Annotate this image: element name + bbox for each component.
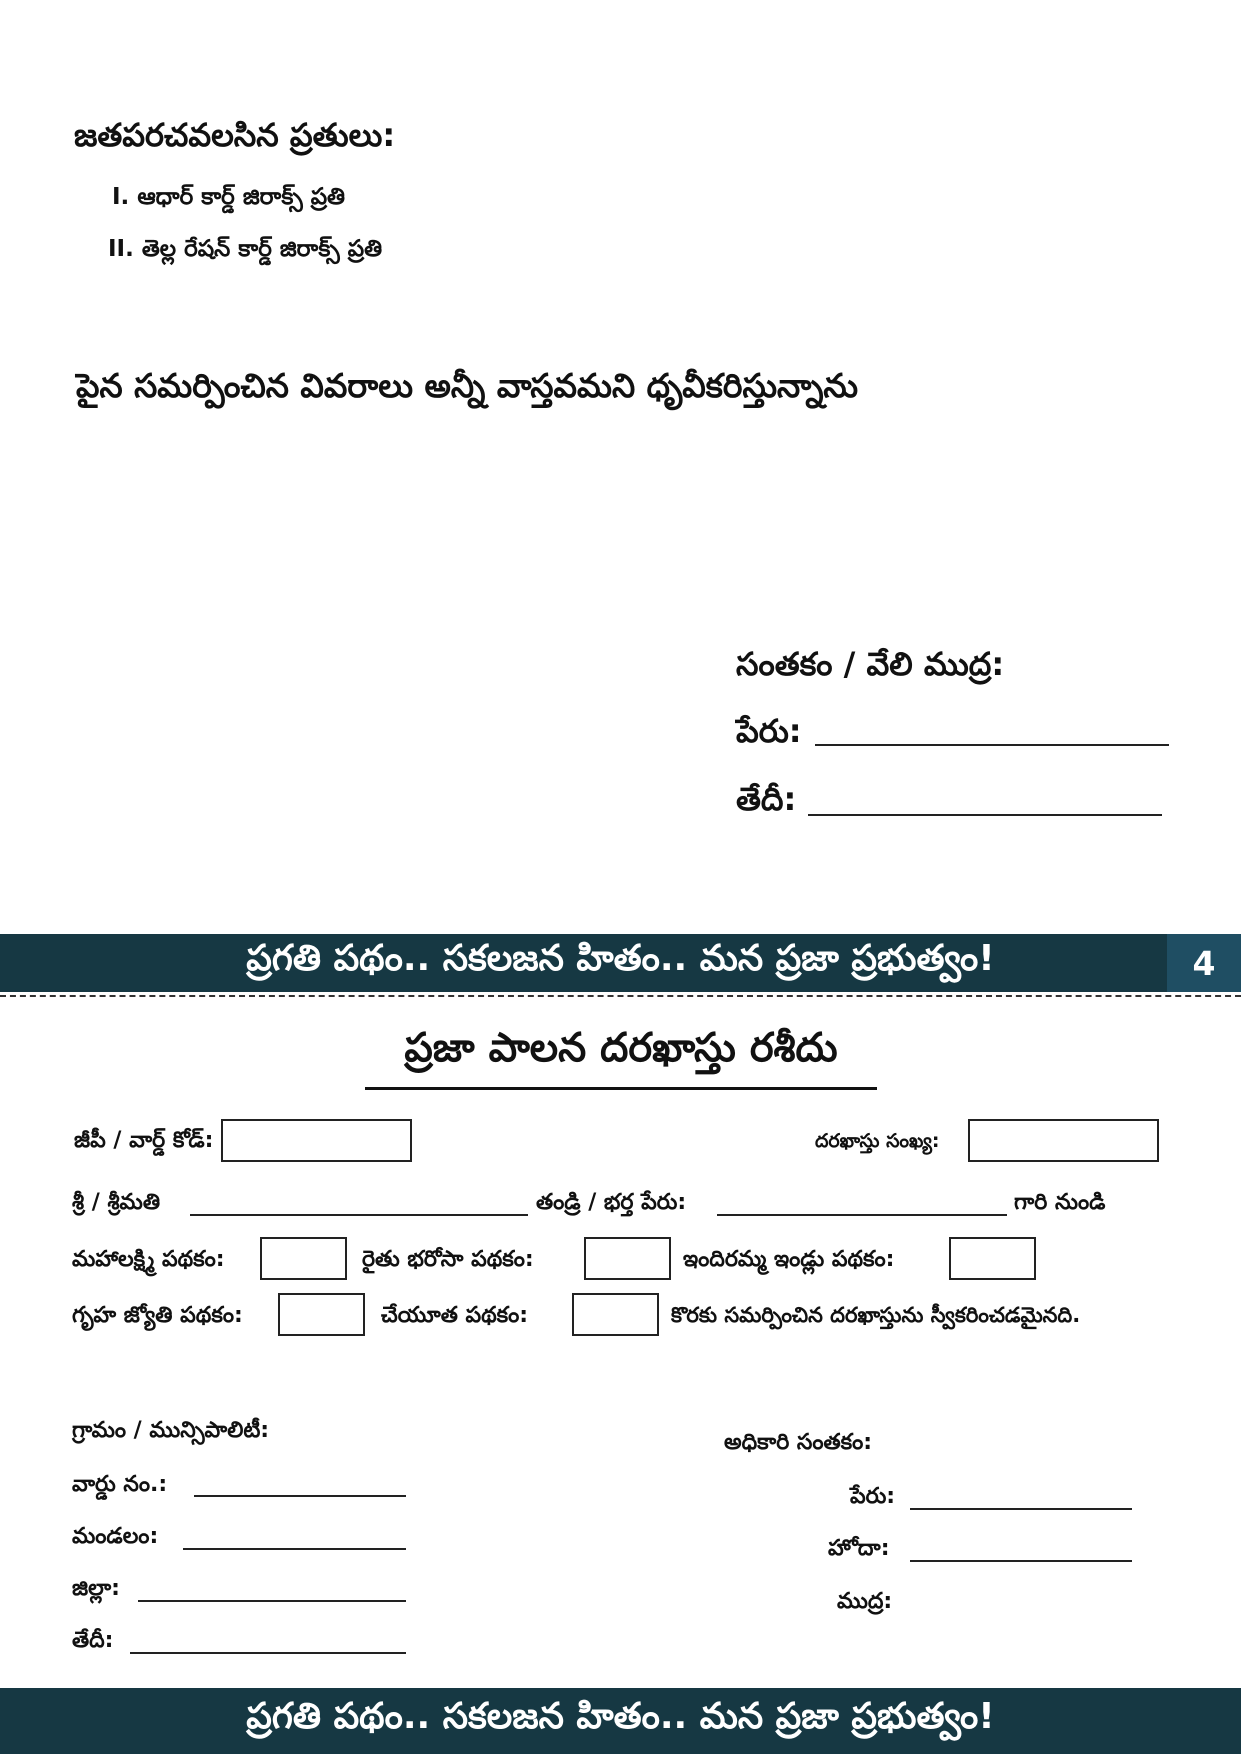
- declaration-text: పైన సమర్పించిన వివరాలు అన్నీ వాస్తవమని ధృవీకరిస్తున్నాను: [76, 366, 858, 405]
- village-label: గ్రామం / మున్సిపాలిటీ:: [72, 1418, 270, 1443]
- name-line[interactable]: [815, 744, 1169, 746]
- application-number-label: దరఖాస్తు సంఖ్య:: [815, 1130, 940, 1152]
- gp-ward-code-box[interactable]: [221, 1119, 412, 1162]
- shri-label: శ్రీ / శ్రీమతి: [72, 1190, 161, 1215]
- mandal-label: మండలం:: [72, 1524, 159, 1549]
- indiramma-box[interactable]: [949, 1237, 1036, 1280]
- document-item-text: ఆధార్ కార్డ్ జిరాక్స్ ప్రతి: [137, 184, 346, 210]
- gruha-jyothi-label: గృహ జ్యోతి పథకం:: [72, 1303, 243, 1328]
- mahalakshmi-box[interactable]: [260, 1237, 347, 1280]
- officer-sign-label: అధికారి సంతకం:: [724, 1430, 873, 1455]
- applicant-name-line[interactable]: [190, 1214, 528, 1216]
- footer-slogan-banner: [0, 1688, 1241, 1754]
- document-item-number: II.: [108, 236, 134, 262]
- gruha-jyothi-box[interactable]: [278, 1293, 365, 1336]
- officer-name-line[interactable]: [910, 1508, 1132, 1510]
- date-line[interactable]: [808, 814, 1162, 816]
- cut-line: [0, 995, 1241, 997]
- designation-label: హోదా:: [828, 1536, 890, 1561]
- document-item-number: I.: [112, 184, 130, 210]
- seal-label: ముద్ర:: [837, 1589, 893, 1614]
- father-husband-line[interactable]: [717, 1214, 1007, 1216]
- application-number-box[interactable]: [968, 1119, 1159, 1162]
- ward-no-label: వార్డు నం.:: [72, 1472, 168, 1497]
- mandal-line[interactable]: [183, 1548, 406, 1550]
- district-label: జిల్లా:: [72, 1576, 120, 1601]
- father-husband-label: తండ్రి / భర్త పేరు:: [536, 1190, 687, 1215]
- cheyutha-box[interactable]: [572, 1293, 659, 1336]
- slogan-banner: [0, 934, 1241, 992]
- receipt-title: ప్రజా పాలన దరఖాస్తు రశీదు: [365, 1025, 877, 1090]
- document-item-ration-card: [108, 236, 382, 268]
- signature-label: సంతకం / వేలి ముద్ర:: [736, 645, 1005, 683]
- rythu-bharosa-box[interactable]: [584, 1237, 671, 1280]
- receipt-date-label: తేదీ:: [72, 1628, 114, 1653]
- ward-no-line[interactable]: [194, 1495, 406, 1497]
- document-item-text: తెల్ల రేషన్ కార్డ్ జిరాక్స్ ప్రతి: [141, 236, 383, 262]
- accepted-text: కొరకు సమర్పించిన దరఖాస్తును స్వీకరించడమైనది.: [671, 1303, 1081, 1327]
- from-label: గారి నుండి: [1014, 1190, 1106, 1215]
- document-item-aadhar: [112, 184, 345, 216]
- date-label: తేదీ:: [736, 780, 797, 818]
- page-number: 4: [1167, 934, 1241, 992]
- cheyutha-label: చేయూత పథకం:: [381, 1303, 529, 1328]
- mahalakshmi-label: మహాలక్ష్మి పథకం:: [72, 1247, 225, 1272]
- banner-slogan: ప్రగతి పథం.. సకలజన హితం.. మన ప్రజా ప్రభుత్వం!: [246, 938, 995, 979]
- designation-line[interactable]: [910, 1560, 1132, 1562]
- name-label: పేరు:: [736, 712, 802, 750]
- footer-banner-slogan: ప్రగతి పథం.. సకలజన హితం.. మన ప్రజా ప్రభుత్వం!: [246, 1696, 995, 1737]
- indiramma-label: ఇందిరమ్మ ఇండ్లు పథకం:: [683, 1247, 895, 1272]
- rythu-bharosa-label: రైతు భరోసా పథకం:: [362, 1247, 534, 1272]
- gp-ward-code-label: జీపీ / వార్డ్ కోడ్:: [74, 1128, 214, 1153]
- documents-heading: జతపరచవలసిన ప్రతులు:: [74, 116, 396, 154]
- receipt-date-line[interactable]: [130, 1652, 406, 1654]
- district-line[interactable]: [138, 1600, 406, 1602]
- officer-name-label: పేరు:: [850, 1484, 896, 1509]
